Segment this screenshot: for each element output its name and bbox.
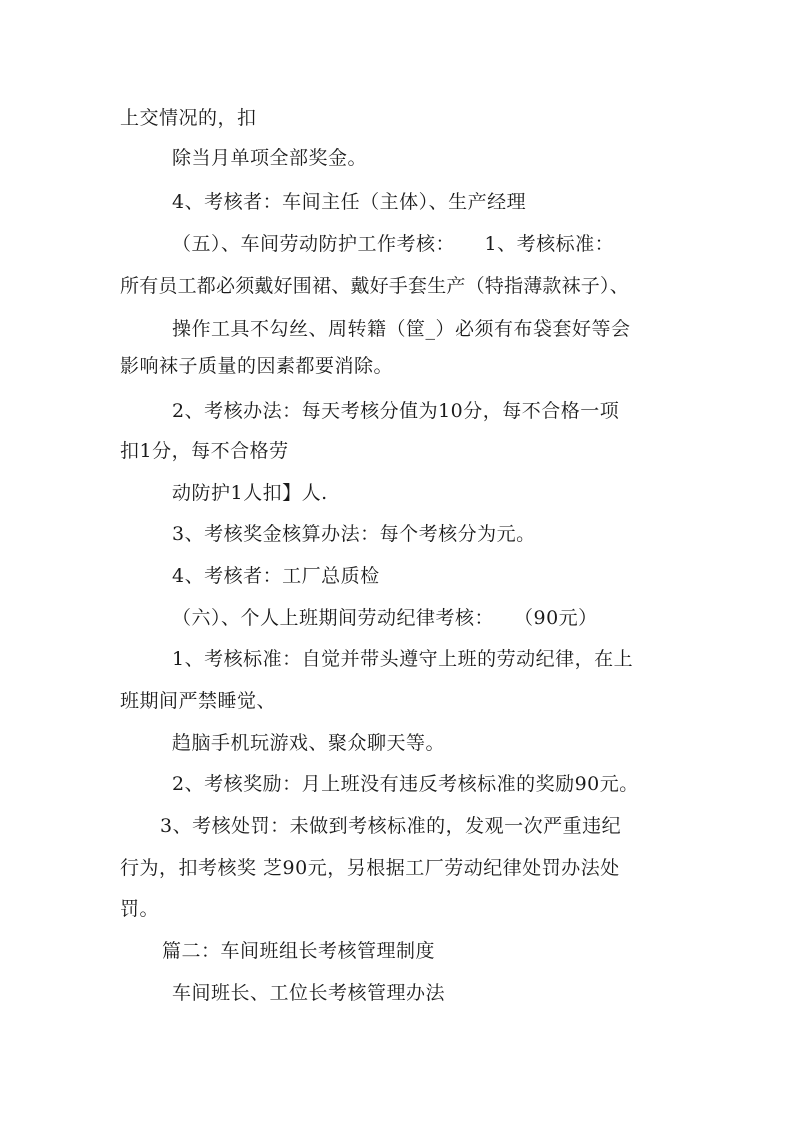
text-line: 动防护1人扣】人. xyxy=(172,482,328,504)
text-line: 3、考核处罚：未做到考核标准的，发观一次严重违纪 xyxy=(160,815,622,837)
text-line: 上交情况的，扣 xyxy=(120,107,257,129)
text-line: 3、考核奖金核算办法：每个考核分为元。 xyxy=(172,523,536,545)
text-line: 2、考核办法：每天考核分值为10分，每不合格一项 xyxy=(172,400,620,422)
text-line: 班期间严禁睡觉、 xyxy=(120,690,277,712)
text-line: （五）、车间劳动防护工作考核： 1、考核标准： xyxy=(172,233,615,255)
section-heading: 篇二：车间班组长考核管理制度 xyxy=(162,940,436,962)
text-line: 影响袜子质量的因素都要消除。 xyxy=(120,355,394,377)
text-line: 扣1分，每不合格劳 xyxy=(120,440,289,462)
text-line: 2、考核奖励：月上班没有违反考核标准的奖励90元。 xyxy=(172,773,639,795)
text-line: 除当月单项全部奖金。 xyxy=(172,147,368,169)
section-subheading: 车间班长、工位长考核管理办法 xyxy=(172,982,446,1004)
text-line: 行为，扣考核奖 芝90元，另根据工厂劳动纪律处罚办法处 xyxy=(120,857,620,879)
text-line: 罚。 xyxy=(120,898,160,920)
text-line: （六）、个人上班期间劳动纪律考核： （90元） xyxy=(172,607,598,629)
text-line: 4、考核者：车间主任（主体）、生产经理 xyxy=(172,191,527,213)
text-line: 4、考核者：工厂总质检 xyxy=(172,565,380,587)
text-line: 所有员工都必须戴好围裙、戴好手套生产（特指薄款袜子）、 xyxy=(120,275,629,297)
text-line: 操作工具不勾丝、周转籍（筐_）必须有布袋套好等会 xyxy=(172,318,631,340)
text-line: 1、考核标准：自觉并带头遵守上班的劳动纪律，在上 xyxy=(172,648,634,670)
text-line: 趋脑手机玩游戏、聚众聊天等。 xyxy=(172,732,446,754)
